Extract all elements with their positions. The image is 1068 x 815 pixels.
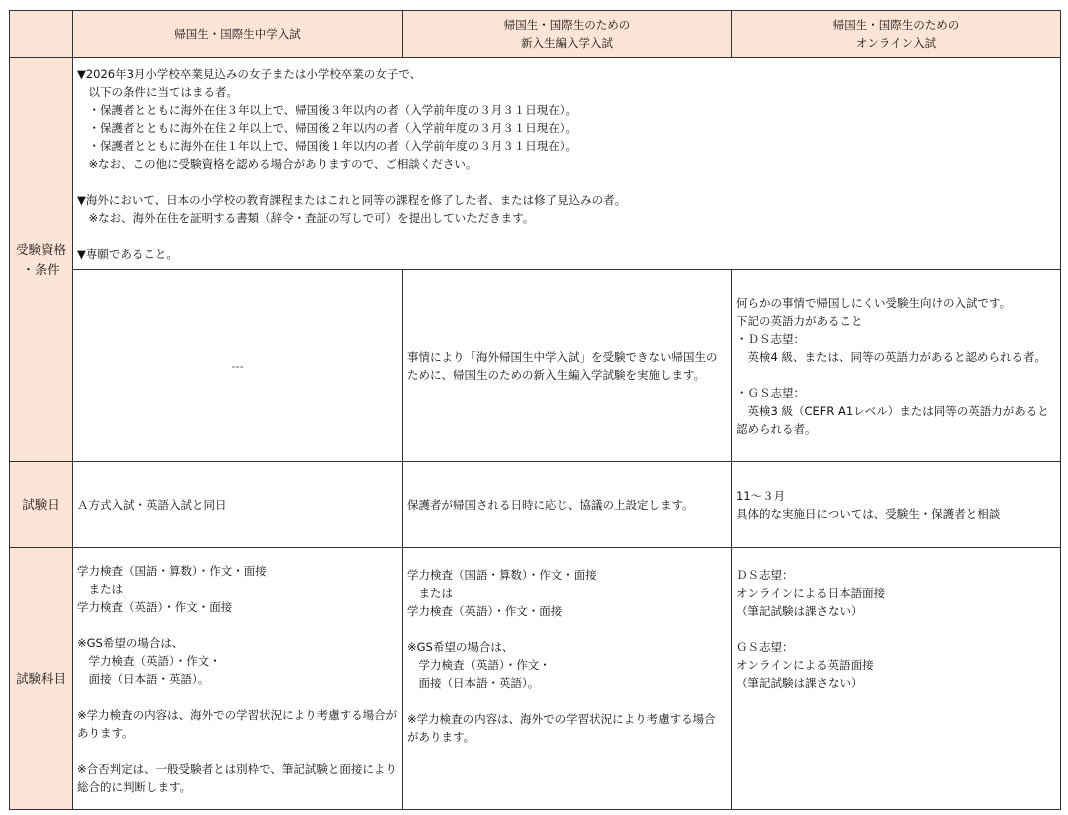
subjects-line: オンラインによる日本語面接 <box>736 586 886 600</box>
exam-date-col3-line2: 具体的な実施日については、受験生・保護者と相談 <box>736 506 1001 521</box>
admissions-table <box>9 10 1061 810</box>
subjects-line: 面接（日本語・英語）。 <box>77 671 210 686</box>
eligibility-common-text <box>73 58 1061 270</box>
subjects-line: 学力検査（英語）・作文・ <box>407 658 551 672</box>
eligibility-line: ▼海外において、日本の小学校の教育課程またはこれと同等の課程を修了した者、または修了見込みの者。 <box>77 192 627 207</box>
eligibility-label-line2: ・条件 <box>22 261 60 277</box>
eligibility-row-columns <box>10 270 1061 462</box>
subjects-col1 <box>73 548 403 810</box>
subjects-line: ※GS希望の場合は、 <box>77 635 184 650</box>
subjects-line: 学力検査（英語）・作文・面接 <box>407 604 563 618</box>
header-col2-line2: 新入生編入学入試 <box>521 36 613 50</box>
subjects-line: 学力検査（国語・算数）・作文・面接 <box>407 568 597 582</box>
exam-date-col2-text: 保護者が帰国される日時に応じ、協議の上設定します。 <box>407 497 694 512</box>
eligibility-col3 <box>732 270 1061 462</box>
exam-date-col2 <box>403 462 732 548</box>
eligibility-label <box>10 58 73 462</box>
eligibility-line: ※なお、この他に受験資格を認める場合がありますので、ご相談ください。 <box>77 156 478 171</box>
header-junior-high-entrance <box>73 11 403 58</box>
subjects-line: ※学力検査の内容は、海外での学習状況により考慮する場合があります。 <box>407 712 716 744</box>
spacer <box>407 620 727 638</box>
eligibility-line: 以下の条件に当てはまる者。 <box>77 84 238 99</box>
eligibility-col3-line: ・ＧＳ志望： <box>736 385 805 400</box>
subjects-row <box>10 548 1061 810</box>
eligibility-line: ・保護者とともに海外在住３年以上で、帰国後３年以内の者（入学前年度の３月３１日現在）。 <box>77 102 578 117</box>
header-col2-line1: 帰国生・国際生のための <box>503 18 631 32</box>
eligibility-col1-empty: --- <box>73 270 403 462</box>
header-corner <box>10 11 73 58</box>
eligibility-col3-line: 英検3 級（CEFR A1レベル）または同等の英語力があると認められる者。 <box>736 403 1049 436</box>
spacer <box>77 227 1056 245</box>
subjects-line: または <box>407 586 453 600</box>
eligibility-row-common <box>10 58 1061 270</box>
eligibility-label-line1: 受験資格 <box>15 241 66 257</box>
eligibility-col3-line: 何らかの事情で帰国しにくい受験生向けの入試です。 <box>736 295 1012 310</box>
eligibility-col2 <box>403 270 732 462</box>
header-col3-line2: オンライン入試 <box>855 36 937 50</box>
subjects-col2 <box>403 548 732 810</box>
header-row <box>10 11 1061 58</box>
spacer <box>77 616 398 634</box>
spacer <box>77 688 398 706</box>
subjects-line: 学力検査（英語）・作文・ <box>77 653 221 668</box>
subjects-line: ※GS希望の場合は、 <box>407 640 514 654</box>
exam-date-col1-text: Ａ方式入試・英語入試と同日 <box>77 497 227 512</box>
exam-date-label: 試験日 <box>10 462 73 548</box>
header-col1-text: 帰国生・国際生中学入試 <box>174 27 301 41</box>
subjects-line: ＧＳ志望： <box>736 640 794 654</box>
eligibility-line: ▼専願であること。 <box>77 246 178 261</box>
subjects-line: 学力検査（英語）・作文・面接 <box>77 599 233 614</box>
subjects-line: 面接（日本語・英語）。 <box>407 676 540 690</box>
exam-date-col1 <box>73 462 403 548</box>
exam-date-row <box>10 462 1061 548</box>
eligibility-line: ・保護者とともに海外在住２年以上で、帰国後２年以内の者（入学前年度の３月３１日現在）。 <box>77 120 578 135</box>
exam-date-col3 <box>732 462 1061 548</box>
header-col3-line1: 帰国生・国際生のための <box>832 18 960 32</box>
subjects-line: 学力検査（国語・算数）・作文・面接 <box>77 563 267 578</box>
subjects-line: ※学力検査の内容は、海外での学習状況により考慮する場合があります。 <box>77 707 398 740</box>
header-transfer-entrance <box>403 11 732 58</box>
eligibility-line: ※なお、海外在住を証明する書類（辞令・査証の写しで可）を提出していただきます。 <box>77 210 535 225</box>
eligibility-col3-line: 英検4 級、または、同等の英語力があると認められる者。 <box>736 349 1046 364</box>
subjects-line: ※合否判定は、一般受験者とは別枠で、筆記試験と面接により総合的に判断します。 <box>77 761 397 794</box>
subjects-line: （筆記試験は課さない） <box>736 604 863 618</box>
subjects-line: （筆記試験は課さない） <box>736 676 863 690</box>
header-online-entrance <box>732 11 1061 58</box>
spacer <box>736 366 1056 384</box>
spacer <box>77 173 1056 191</box>
subjects-label: 試験科目 <box>10 548 73 810</box>
eligibility-col3-line: 下記の英語力があること <box>736 313 863 328</box>
exam-date-col3-line1: 11～３月 <box>736 488 786 503</box>
spacer <box>407 692 727 710</box>
eligibility-line: ・保護者とともに海外在住１年以上で、帰国後１年以内の者（入学前年度の３月３１日現在）。 <box>77 138 578 153</box>
subjects-line: オンラインによる英語面接 <box>736 658 874 672</box>
eligibility-line: ▼2026年3月小学校卒業見込みの女子または小学校卒業の女子で、 <box>77 66 422 81</box>
subjects-line: ＤＳ志望： <box>736 568 794 582</box>
spacer <box>77 742 398 760</box>
eligibility-col3-line: ・ＤＳ志望： <box>736 331 805 346</box>
eligibility-col2-text: 事情により「海外帰国生中学入試」を受験できない帰国生のために、帰国生のための新入生編入学試験を実施します。 <box>407 349 718 382</box>
spacer <box>736 620 1056 638</box>
subjects-col3 <box>732 548 1061 810</box>
subjects-line: または <box>77 581 123 596</box>
